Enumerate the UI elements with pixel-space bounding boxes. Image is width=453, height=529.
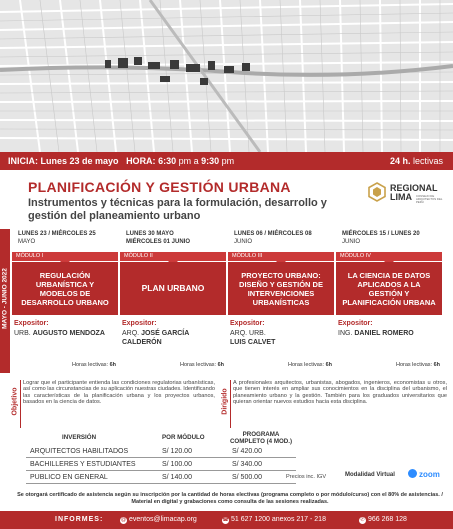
hours-label: Horas lectivas: [395, 362, 433, 368]
module-card-4 [336, 230, 442, 374]
igv-note: Precios inc. IGV [286, 474, 327, 480]
module-number [336, 252, 442, 261]
hours-label: Horas lectivas: [179, 362, 217, 368]
module-number [120, 252, 226, 261]
expositor-prefix: ARQ. [122, 330, 140, 337]
module-dates-line1: LUNES 23 / MIÉRCOLES 25 [18, 231, 96, 237]
module-number-label: MÓDULO II [124, 253, 153, 259]
col-programa-line1: PROGRAMA [242, 431, 280, 438]
module-card-2 [120, 230, 226, 374]
row-name: PUBLICO EN GENERAL [30, 474, 108, 481]
expositor-label: Expositor: [338, 320, 373, 327]
city-map-image [0, 0, 453, 152]
module-title: LA CIENCIA DE DATOS APLICADOS A LA GESTIÓN Y PLANIFICACIÓN URBANA [336, 262, 442, 315]
logo-line3: CONSEJO DE ARQUITECTOS DEL PERÚ [416, 194, 443, 204]
certificate-note: Se otorgará certificado de asistencia según su inscripción por la cantidad de horas electivas (programa completo o por módulo/curso) con el 80% de asistencias. / Material en digital y grabaciones como consulta de las sesiones realizadas. [17, 492, 443, 505]
row-name: BACHILLERES Y ESTUDIANTES [30, 461, 136, 468]
expositor-name [230, 329, 330, 347]
footer-phone-text[interactable]: 51 627 1200 anexos 217 - 218 [231, 516, 326, 523]
module-number-label: MÓDULO I [16, 253, 44, 259]
hour-label: HORA: [126, 156, 156, 166]
expositor-prefix: ING. [338, 330, 353, 337]
expositor-fullname: AUGUSTO MENDOZA [32, 330, 105, 337]
start-label: INICIA: [8, 156, 38, 166]
module-card-1 [12, 230, 118, 374]
row-full-price: S/ 500.00 [232, 474, 262, 481]
objetivo-text: Lograr que el participante entienda las condiciones regulatorias urbanísticas, así como las circunstancias de su aplicación nuestras ciudades. Identificando las características de la planificación urbana y los proyectos urbanos, basados en la ciencia de datos. [23, 380, 215, 406]
module-number [12, 252, 118, 261]
expositor-fullname: DANIEL ROMERO [354, 330, 414, 337]
hours-value: 6h [325, 362, 332, 368]
hour-to: 9:30 [201, 156, 220, 166]
hour-pm2: pm [221, 156, 235, 166]
modalidad-label: Modalidad Virtual [345, 472, 395, 478]
dirigido-section [220, 378, 448, 430]
footer-email-text[interactable]: eventos@limacap.org [129, 516, 197, 523]
col-inversion: INVERSIÓN [62, 434, 97, 441]
module-title: REGULACIÓN URBANÍSTICA Y MODELOS DE DESARROLLO URBANO [12, 262, 118, 315]
footer-email[interactable] [120, 516, 197, 524]
row-full-price: S/ 340.00 [232, 461, 262, 468]
module-number-label: MÓDULO III [232, 253, 263, 259]
module-dates [126, 230, 226, 246]
hours-value: 6h [433, 362, 440, 368]
expositor-label: Expositor: [122, 320, 157, 327]
hour-pm1: pm a [178, 156, 199, 166]
hexagon-logo-icon [368, 182, 386, 202]
logo-line1: REGIONAL [390, 183, 438, 193]
hour-from: 6:30 [158, 156, 177, 166]
subtitle: Instrumentos y técnicas para la formulación, desarrollo y gestión del planeamiento urbano [28, 197, 327, 222]
start-info [8, 156, 234, 166]
dirigido-label: Dirigido [221, 388, 229, 415]
module-dates [342, 230, 442, 246]
expositor-prefix: ARQ. URB. [230, 330, 266, 337]
price-table-header [26, 432, 346, 446]
row-module-price: S/ 140.00 [162, 474, 192, 481]
col-programa [226, 432, 296, 445]
hours-label: Horas lectivas: [71, 362, 109, 368]
module-dates-line1: MIÉRCOLES 15 / LUNES 20 [342, 231, 420, 237]
zoom-label: zoom [419, 470, 440, 479]
col-programa-line2: COMPLETO (4 MOD.) [229, 437, 293, 445]
date-range-label: MAYO - JUNIO 2022 [1, 268, 9, 329]
row-full-price: S/ 420.00 [232, 448, 262, 455]
row-module-price: S/ 100.00 [162, 461, 192, 468]
dirigido-label-box [220, 378, 229, 430]
objetivo-divider [20, 380, 21, 428]
module-dates [18, 230, 118, 246]
city-map-drawing [0, 0, 453, 152]
hours-value: 6h [109, 362, 116, 368]
expositor-fullname: LUIS CALVET [230, 339, 276, 346]
hours-value: 6h [217, 362, 224, 368]
dirigido-text: A profesionales arquitectos, urbanistas, abogados, ingenieros, economistas u otros, que tienen interés en ampliar sus conocimientos en la disciplina del urbanismo, el planeamiento urbano y la gestión. También para los graduados universitarios que quieran orientar nuevos estudios hacia esta disciplina. [233, 380, 447, 406]
footer-whatsapp-text[interactable]: 966 268 128 [368, 516, 407, 523]
col-por-modulo: POR MÓDULO [162, 434, 205, 441]
footer-phone[interactable] [222, 516, 326, 524]
module-dates-line2: MIÉRCOLES 01 JUNIO [126, 239, 191, 245]
module-dates [234, 230, 334, 246]
zoom-icon [408, 469, 417, 478]
module-hours [72, 362, 116, 368]
regional-lima-logo [368, 182, 448, 206]
objetivo-label-box [10, 378, 19, 430]
email-icon: @ [120, 517, 127, 523]
expositor-fullname: JOSÉ GARCÍA CALDERÓN [122, 330, 190, 346]
objetivo-section [10, 378, 216, 430]
module-hours [288, 362, 332, 368]
objetivo-label: Objetivo [11, 387, 19, 416]
start-date: Lunes 23 de mayo [40, 156, 119, 166]
module-hours [396, 362, 440, 368]
expositor-name [122, 329, 222, 347]
zoom-logo [408, 469, 440, 479]
expositor-name [14, 329, 114, 338]
table-row [26, 446, 296, 458]
row-module-price: S/ 120.00 [162, 448, 192, 455]
title-section [0, 170, 453, 226]
dirigido-divider [230, 380, 231, 428]
module-dates-line2: JUNIO [234, 239, 252, 245]
footer-whatsapp[interactable] [359, 516, 407, 524]
duration-info [390, 156, 443, 166]
expositor-prefix: URB. [14, 330, 31, 337]
module-number-label: MÓDULO IV [340, 253, 371, 259]
duration-unit: lectivas [412, 156, 443, 166]
table-row [26, 459, 296, 471]
hours-label: Horas lectivas: [287, 362, 325, 368]
module-card-3 [228, 230, 334, 374]
module-title: PROYECTO URBANO: DISEÑO Y GESTIÓN DE INTERVENCIONES URBANÍSTICAS [228, 262, 334, 315]
phone-icon: ☎ [222, 517, 229, 523]
duration-value: 24 h. [389, 156, 411, 166]
module-dates-line1: LUNES 06 / MIÉRCOLES 08 [234, 231, 312, 237]
footer-bar [0, 511, 453, 529]
module-number [228, 252, 334, 261]
main-title: PLANIFICACIÓN Y GESTIÓN URBANA [28, 179, 291, 195]
module-dates-line1: LUNES 30 MAYO [126, 231, 174, 237]
module-title: PLAN URBANO [120, 262, 226, 315]
module-dates-line2: JUNIO [342, 239, 360, 245]
row-name: ARQUITECTOS HABILITADOS [30, 448, 129, 455]
whatsapp-icon: ✆ [360, 517, 365, 523]
module-dates-line2: MAYO [18, 239, 36, 245]
date-range-sidebar [0, 229, 10, 373]
expositor-name [338, 329, 438, 338]
table-row [26, 472, 296, 484]
module-hours [180, 362, 224, 368]
expositor-label: Expositor: [230, 320, 265, 327]
schedule-bar [0, 152, 453, 170]
expositor-label: Expositor: [14, 320, 49, 327]
footer-label: INFORMES: [55, 516, 104, 523]
logo-line2: LIMA [390, 192, 412, 202]
